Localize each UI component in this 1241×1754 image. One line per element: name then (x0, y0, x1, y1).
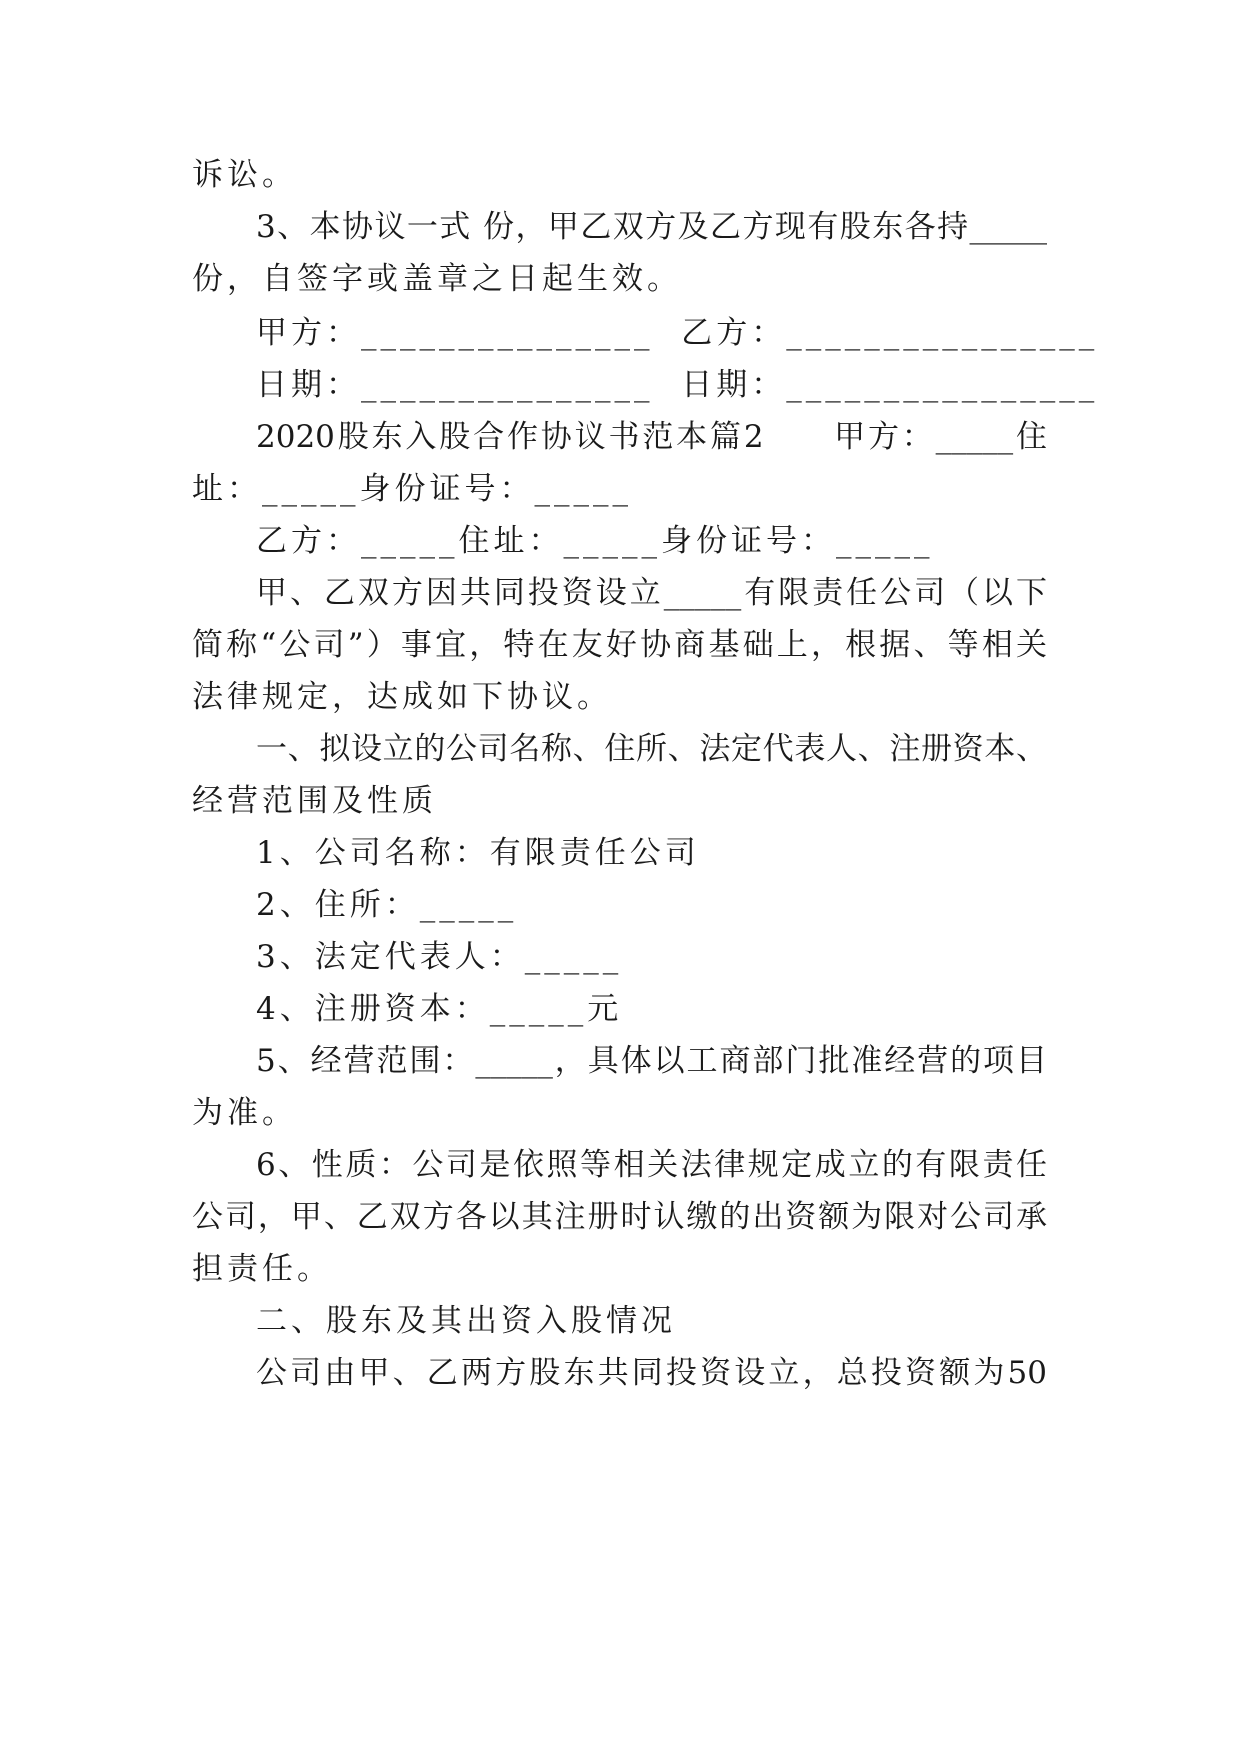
text-line: 份，自签字或盖章之日起生效。 (192, 261, 682, 297)
text-line: 乙方：_____住址：_____身份证号：_____ (256, 523, 934, 559)
list-item: 1、公司名称：有限责任公司 (256, 835, 700, 871)
list-item: 4、注册资本：_____元 (256, 991, 623, 1027)
heading-line: 一、拟设立的公司名称、住所、法定代表人、注册资本、 (256, 731, 1047, 767)
section-title-line: 2020股东入股合作协议书范本篇2 甲方：_____住 (256, 419, 1047, 455)
list-item: 3、法定代表人：_____ (256, 939, 623, 975)
text-line: 3、本协议一式 份，甲乙双方及乙方现有股东各持_____ (256, 209, 1047, 245)
text-line: 简称“公司”）事宜，特在友好协商基础上，根据、等相关 (192, 627, 1047, 663)
signature-line-party-a-b: 甲方：_______________ 乙方：________________ (256, 315, 1099, 351)
text-line: 甲、乙双方因共同投资设立_____有限责任公司（以下 (256, 575, 1047, 611)
list-item: 6、性质：公司是依照等相关法律规定成立的有限责任 (256, 1147, 1047, 1183)
text-line: 址：_____身份证号：_____ (192, 471, 632, 507)
list-item: 5、经营范围：_____，具体以工商部门批准经营的项目 (256, 1043, 1047, 1079)
text-line: 公司由甲、乙两方股东共同投资设立，总投资额为50 (256, 1355, 1047, 1391)
text-line: 为准。 (192, 1095, 297, 1131)
signature-line-dates: 日期：_______________ 日期：________________ (256, 367, 1099, 403)
text-line: 诉讼。 (192, 157, 297, 193)
text-line: 公司，甲、乙双方各以其注册时认缴的出资额为限对公司承 (192, 1199, 1047, 1235)
list-item: 2、住所：_____ (256, 887, 518, 923)
text-line: 担责任。 (192, 1251, 332, 1287)
text-line: 法律规定，达成如下协议。 (192, 679, 612, 715)
heading-line: 二、股东及其出资入股情况 (256, 1303, 676, 1339)
heading-line: 经营范围及性质 (192, 783, 437, 819)
